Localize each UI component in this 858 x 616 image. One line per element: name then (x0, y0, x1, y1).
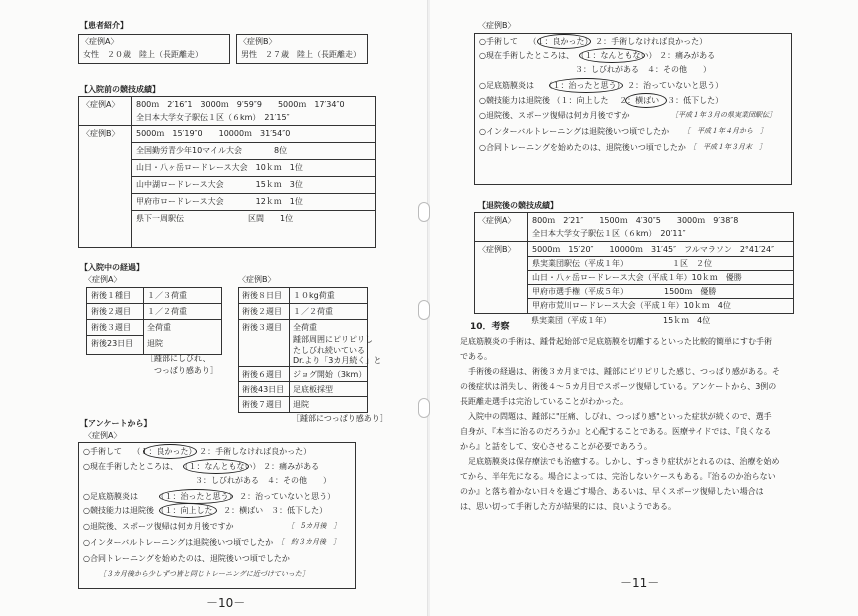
question-line: ○競技能力は退院後 （１：向上した ２：横ばい ３：低下した） (83, 506, 328, 515)
paragraph-line: は、思い切って手術した方が結果的には、良いようである。 (460, 502, 676, 511)
pre-b-row: 全国勤労青少年10マイル大会 8位 (136, 146, 288, 155)
post-a-row: 全日本大学女子駅伝１区（６km） 20′11″ (532, 229, 686, 238)
course-a-status: １／３荷重 (147, 291, 187, 300)
question-line: ○インターバルトレーニングは退院後いつ頃でしたか (479, 127, 670, 136)
circled-answer (549, 78, 623, 93)
paragraph-line: 手術後の経過は、術後３カ月までは、踵部にピリピリした感じ、つっぱり感がある。そ (460, 367, 780, 376)
question-line: ○インターバルトレーニングは退院後いつ頃でしたか (83, 538, 274, 547)
section-hospital-course: 【入院中の経過】 (80, 263, 144, 272)
question-line: ○手術して （１：良かった） ２：手術しなければ良かった） (83, 447, 312, 456)
handwritten-answer: ［ 平成１年３月末 ］ (689, 143, 766, 151)
question-line: ３：しびれがある ４：その他 ） (479, 65, 711, 74)
course-b-status: Dr.より「3カ月続く」と (293, 356, 382, 365)
pre-a-label: 〈症例A〉 (82, 100, 120, 109)
question-line: ○退院後、スポーツ復帰は何カ月後ですか (479, 111, 630, 120)
question-line: ○足底筋膜炎は （１：治ったと思う） ２：治っていないと思う） (479, 81, 724, 90)
case-b-profile: 男性 ２７歳 陸上（長距離走） (241, 50, 361, 59)
course-a-note: つっぱり感あり］ (146, 366, 218, 375)
post-a-row: 800ｍ 2′21″ 1500ｍ 4′30″5 3000ｍ 9′38″8 (532, 216, 739, 225)
handwritten-answer: ［平成１年３月の県実業団駅伝］ (671, 111, 776, 119)
course-a-status: １／２荷重 (147, 307, 187, 316)
section-discussion: 10．考察 (470, 322, 510, 332)
case-b-intro-box (236, 34, 368, 64)
circled-answer (183, 459, 249, 474)
course-b-status: １０kg荷重 (293, 291, 335, 300)
pre-a-row: 800ｍ 2′16″1 3000ｍ 9′59″9 5000ｍ 17′34″0 (136, 100, 345, 109)
handwritten-answer: ［３カ月後から少しずつ皆と同じトレーニングに近づけていった］ (99, 570, 309, 578)
section-pre-results: 【入院前の競技成績】 (80, 85, 160, 94)
question-line: ○競技能力は退院後 （１：向上した ２：横ばい ３：低下した） (479, 96, 724, 105)
page-number: －10－ (206, 596, 246, 610)
paragraph-line: の後症状は消失し、術後４～５カ月目でスポーツ復帰している。アンケートから、3例の (460, 382, 777, 391)
question-line: ○手術して （１：良かった） ２：手術しなければ良かった） (479, 37, 708, 46)
page-number: －11－ (620, 576, 660, 590)
course-a-week: 術後２週目 (91, 307, 131, 316)
course-b-week: 術後２週目 (242, 307, 282, 316)
left-page (0, 0, 428, 616)
paragraph-line: 足底筋膜炎は保存療法でも治癒する。しかし、すっきり症状がとれるのは、治療を始め (460, 457, 780, 466)
post-results-table (474, 212, 794, 314)
course-b-status: ジョグ開始（3km） (293, 370, 367, 379)
pre-b-row: 甲府市ロードレース大会 12ｋｍ 1位 (136, 197, 303, 206)
post-b-row: 甲府市荒川ロードレース大会（平成１年）10ｋｍ 4位 (532, 301, 731, 310)
paragraph-line: てから、半年先になる。場合によっては、完治しないケースもある。『治るのか治らない (460, 472, 776, 481)
post-b-row: 5000ｍ 15′20″ 10000ｍ 31′45″ フルマラソン 2°41′24″ (532, 245, 775, 254)
course-b-note: ［踵部につっぱり感あり］ (292, 414, 388, 423)
course-b-status: １／２荷重 (293, 307, 333, 316)
case-a-profile: 女性 ２０歳 陸上（長距離走） (83, 50, 203, 59)
post-b-row: 県実業団（平成１年） 15ｋｍ 4位 (531, 316, 711, 325)
course-b-week: 術後６週目 (242, 370, 282, 379)
post-a-label: 〈症例A〉 (478, 216, 516, 225)
questionnaire-a-label: 〈症例A〉 (84, 431, 122, 440)
section-questionnaire: 【アンケートから】 (80, 419, 152, 428)
course-b-status: 足底板採型 (293, 385, 333, 394)
paragraph-line: のか』と落ち着かない日々を過ごす場合、あるいは、早くスポーツ復帰したい場合は (460, 487, 764, 496)
course-a-status: 退院 (147, 339, 163, 348)
circled-answer (537, 34, 591, 49)
course-b-label: 〈症例B〉 (238, 275, 276, 284)
course-a-status: 全荷重 (147, 323, 171, 332)
pre-a-row: 全日本大学女子駅伝１区（６km） 21′15″ (136, 113, 290, 122)
post-b-row: 県実業団駅伝（平成１年） １区 ２位 (532, 259, 712, 268)
handwritten-answer: ［ 約３カ月後 ］ (277, 538, 340, 546)
question-line: ○合同トレーニングを始めたのは、退院後いつ頃でしたか (83, 554, 290, 563)
punch-hole (418, 398, 430, 418)
course-b-table (238, 287, 382, 413)
circled-answer (159, 489, 233, 504)
course-b-week: 術後３週目 (242, 323, 282, 332)
course-a-week: 術後23日目 (91, 339, 134, 348)
post-b-row: 山日・八ヶ岳ロードレース大会（平成１年）10ｋｍ 優勝 (532, 273, 742, 282)
paragraph-line: である。 (460, 352, 492, 361)
question-line: ○退院後、スポーツ復帰は何カ月後ですか (83, 522, 234, 531)
pre-results-table (78, 96, 376, 248)
pre-b-row: 山日・八ヶ岳ロードレース大会 10ｋｍ 1位 (136, 163, 303, 172)
case-a-intro-box (78, 34, 230, 64)
paragraph-line: 足底筋膜炎の手術は、踵骨起始部で足底筋膜を切離するといった比較的簡単にすむ手術 (460, 337, 772, 346)
paragraph-line: 入院中の問題は、踵部に"圧痛、しびれ、つっぱり感"といった症状が続くので、選手 (460, 412, 772, 421)
course-b-week: 術後７週目 (242, 400, 282, 409)
course-b-status: たしびれ続いている (293, 346, 365, 355)
paragraph-line: 自身が、『本当に治るのだろうか』と心配することである。医療サイドでは、『良くなる (460, 427, 772, 436)
punch-hole (418, 300, 430, 320)
section-patient-intro: 【患者紹介】 (80, 21, 128, 30)
course-a-note: ［踵部にしびれ、 (146, 354, 211, 363)
question-line: ○足底筋膜炎は （１：治ったと思う） ２：治っていないと思う） (83, 492, 336, 501)
punch-hole (418, 202, 430, 222)
course-a-week: 術後３週目 (91, 323, 131, 332)
questionnaire-b-label: 〈症例B〉 (478, 21, 516, 30)
pre-b-row: 5000ｍ 15′19″0 10000ｍ 31′54″0 (136, 129, 291, 138)
questionnaire-b-box (474, 33, 792, 185)
course-a-label: 〈症例A〉 (84, 275, 122, 284)
paragraph-line: 長距離走選手は完治していることがわかった。 (460, 397, 628, 406)
paragraph-line: から』と話をして、安心させることが必要であろう。 (460, 442, 652, 451)
post-b-label: 〈症例B〉 (478, 245, 516, 254)
course-b-week: 術後８日目 (242, 291, 282, 300)
course-b-week: 術後43日目 (242, 385, 285, 394)
course-a-week: 術後１種目 (91, 291, 131, 300)
pre-b-row: 県下一周駅伝 区間 1位 (136, 214, 294, 223)
circled-answer (143, 444, 197, 459)
pre-b-row: 山中湖ロードレース大会 15ｋｍ 3位 (136, 180, 303, 189)
course-b-status: 全荷重 (293, 323, 317, 332)
question-line: ３：しびれがある ４：その他 ） (83, 476, 331, 485)
question-line: ○現在手術したところは、 （１：なんともない） ２：痛みがある (479, 51, 716, 60)
handwritten-answer: ［ 5カ月後 ］ (287, 522, 341, 530)
handwritten-answer: ［ 平成１年４月から ］ (683, 127, 767, 135)
circled-answer (159, 503, 217, 518)
question-line: ○合同トレーニングを始めたのは、退院後いつ頃でしたか (479, 143, 686, 152)
post-b-row: 甲府市選手権（平成５年） 1500ｍ 優勝 (532, 287, 717, 296)
pre-b-label: 〈症例B〉 (82, 129, 120, 138)
right-page (430, 0, 858, 616)
section-post-results: 【退院後の競技成績】 (478, 201, 558, 210)
case-a-label: 〈症例A〉 (81, 37, 119, 46)
circled-answer (625, 93, 667, 108)
questionnaire-a-box (78, 442, 356, 589)
course-b-status: 踵部周囲にピリピリし (293, 335, 373, 344)
case-b-label: 〈症例B〉 (239, 37, 277, 46)
question-line: ○現在手術したところは、 （１：なんともない） ２：痛みがある (83, 462, 320, 471)
circled-answer (579, 48, 645, 63)
course-a-table (86, 287, 222, 355)
course-b-status: 退院 (293, 400, 309, 409)
